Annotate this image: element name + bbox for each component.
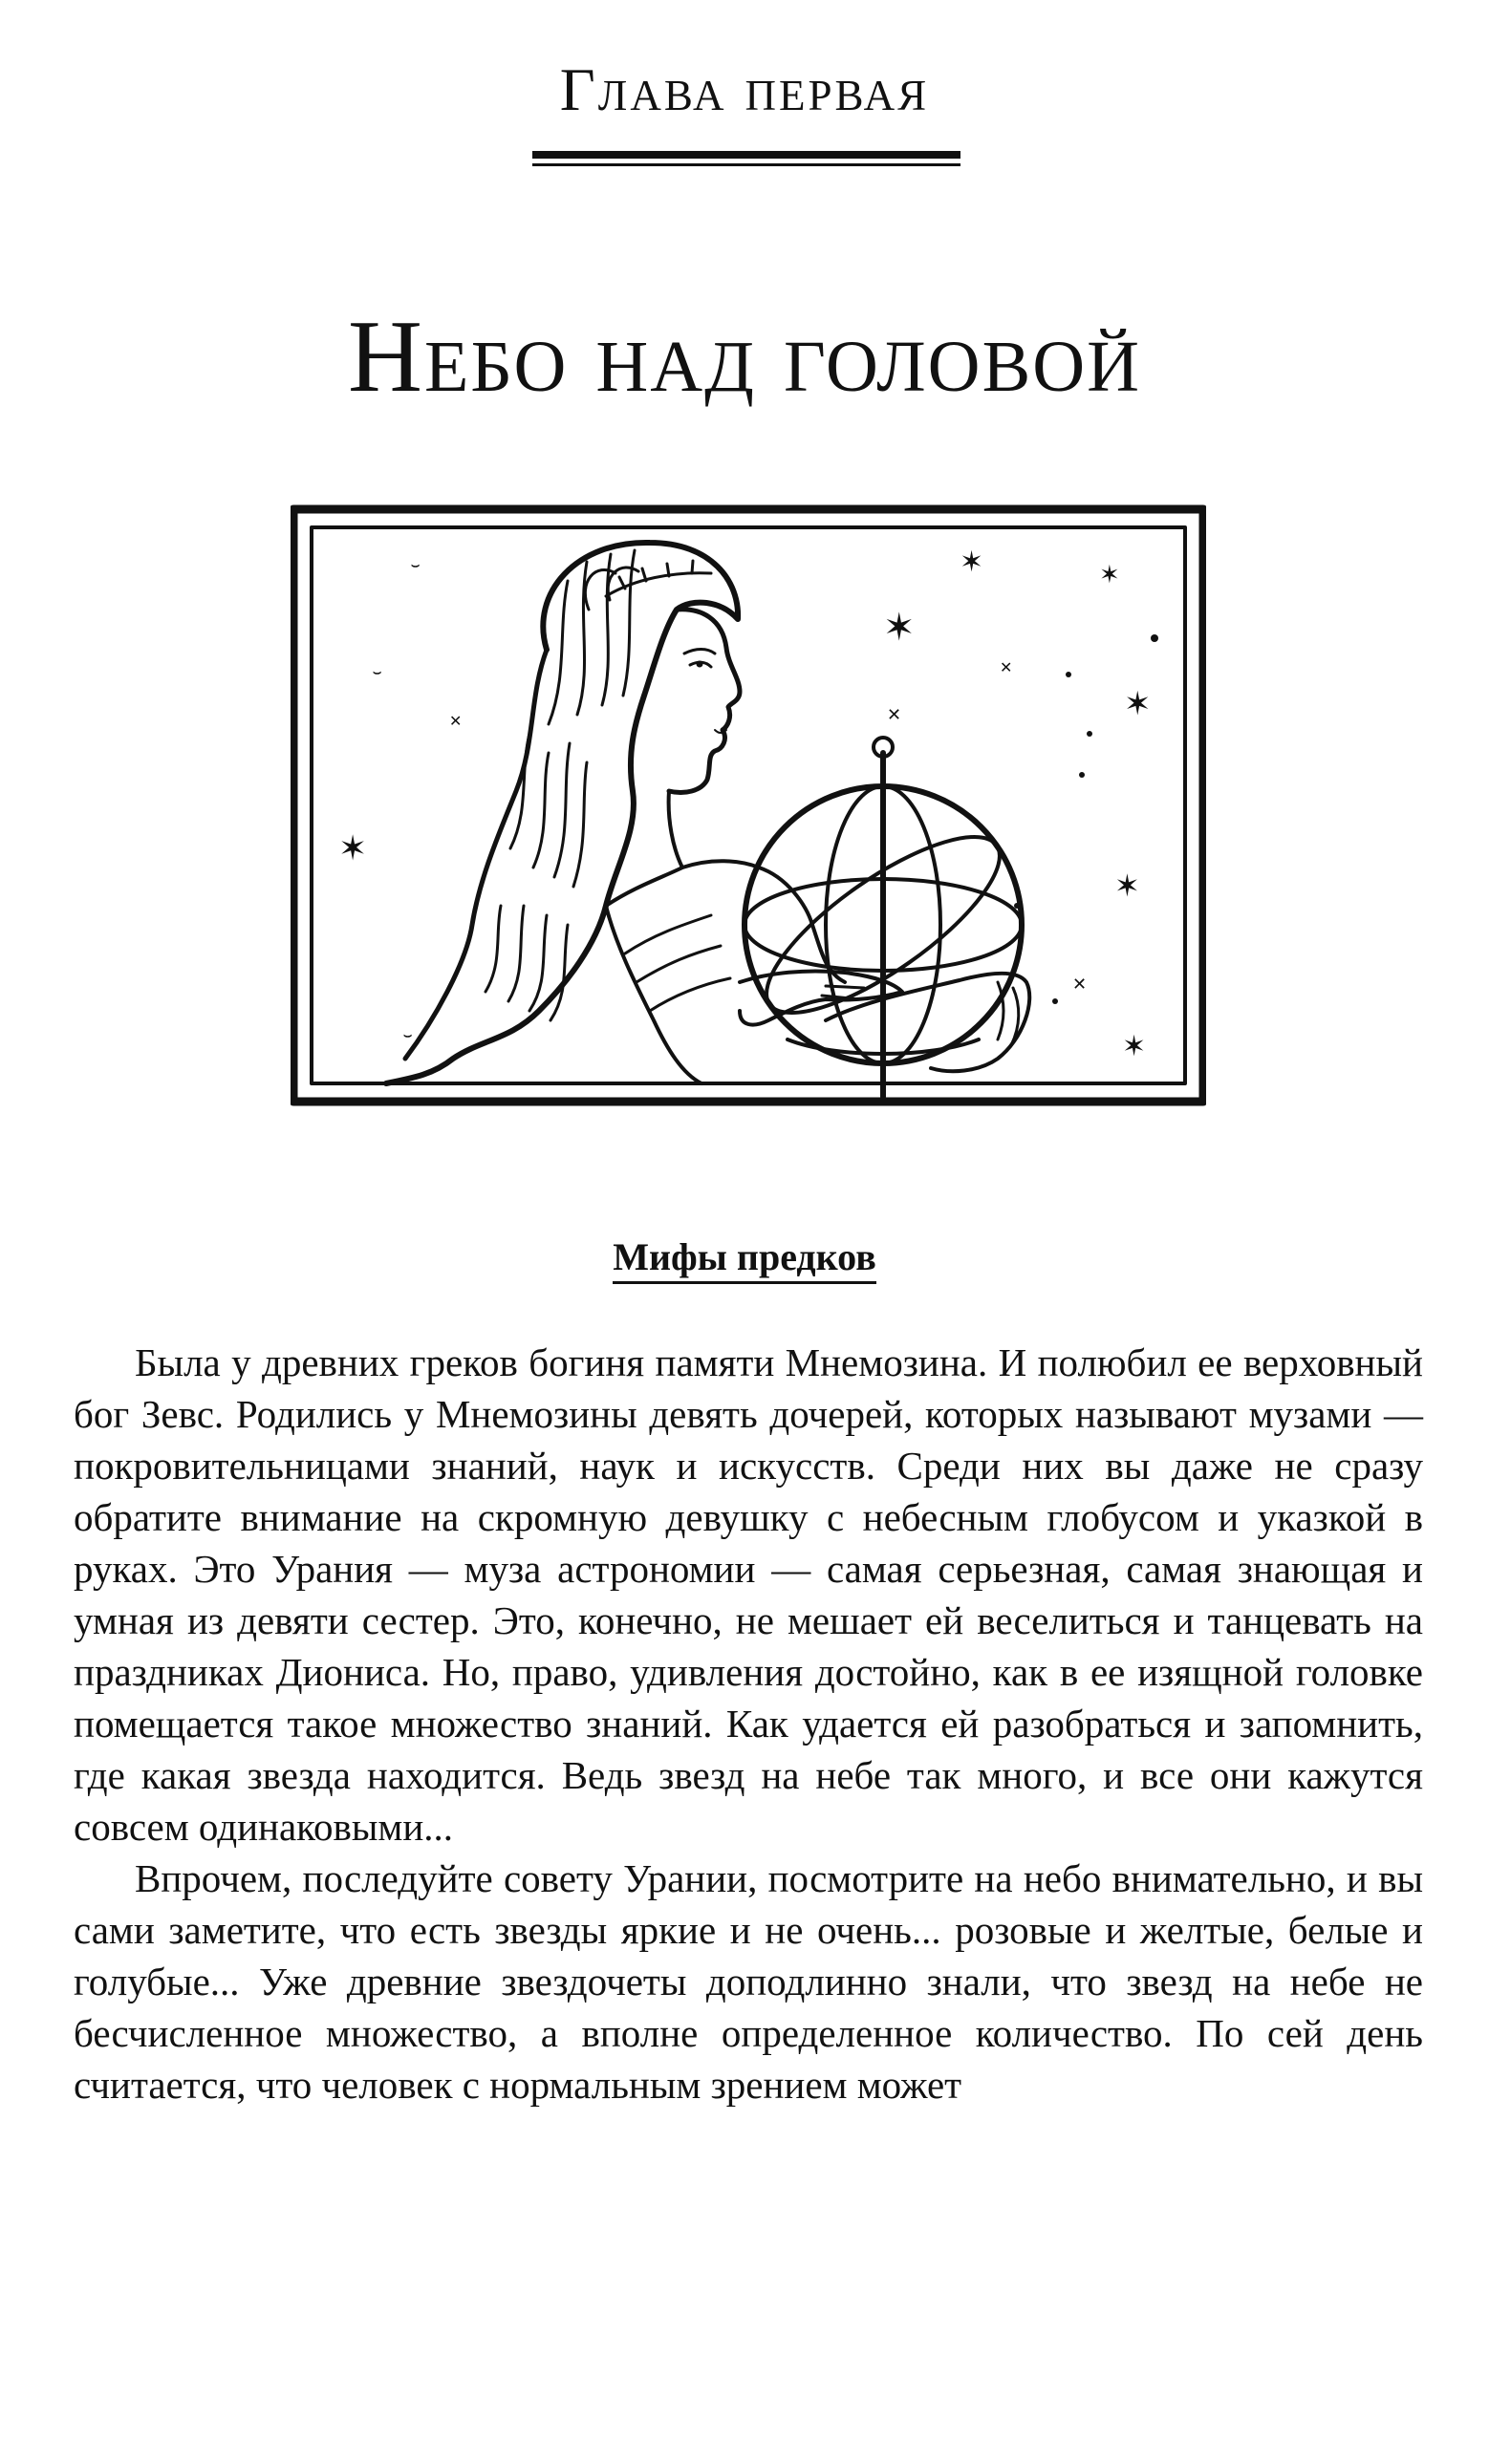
svg-text:✶: ✶	[338, 829, 368, 868]
svg-text:✶: ✶	[1122, 1030, 1147, 1063]
section-heading	[0, 1235, 1489, 1278]
section-heading-text: Мифы предков	[613, 1235, 876, 1284]
svg-text:✕: ✕	[887, 705, 902, 725]
urania-illustration	[291, 504, 1206, 1106]
svg-text:✶: ✶	[1099, 561, 1120, 589]
svg-text:✕: ✕	[1000, 658, 1013, 676]
svg-text:✶: ✶	[1124, 685, 1152, 723]
svg-text:⌣: ⌣	[373, 665, 382, 680]
paragraph: Впрочем, последуйте совету Урании, посмотрите на небо внимательно, и вы сами заметите, что есть звезды яркие и не очень... розовые и желтые, белые и голубые... Уже древние звездочеты доподлинно знали, что звезд на небе не бесчисленное множество, а вполне определенное количество. По сей день считается, что человек с нормальным зрением может	[74, 1856, 1423, 2107]
body-text	[74, 1337, 1423, 2110]
svg-text:⌣: ⌣	[411, 558, 421, 573]
paragraph: Была у древних греков богиня памяти Мнемозина. И полюбил ее верховный бог Зевс. Родились у Мнемозины девять дочерей, которых называют музами — покровительницами знаний, наук и искусств. Среди них вы даже не сразу обратите внимание на скромную девушку с небесным глобусом и указкой в руках. Это Урания — муза астрономии — самая серьезная, самая знающая и умная из девяти сестер. Это, конечно, не мешает ей веселиться и танцевать на праздниках Диониса. Но, право, удивления достойно, как в ее изящной головке помещается такое множество знаний. Как удается ей разобраться и запомнить, где какая звезда находится. Ведь звезд на небе так много, и все они кажутся совсем одинаковыми...	[74, 1340, 1423, 1849]
svg-text:✕: ✕	[1072, 975, 1088, 995]
chapter-title: Небо над головой	[347, 300, 1142, 414]
chapter-label: Глава первая	[559, 55, 930, 123]
svg-text:✶: ✶	[960, 546, 984, 579]
svg-text:⌣: ⌣	[403, 1028, 413, 1043]
chapter-rule	[532, 151, 960, 166]
svg-text:✕: ✕	[449, 712, 463, 730]
svg-text:✶: ✶	[883, 606, 916, 650]
svg-text:✶: ✶	[1114, 868, 1140, 904]
